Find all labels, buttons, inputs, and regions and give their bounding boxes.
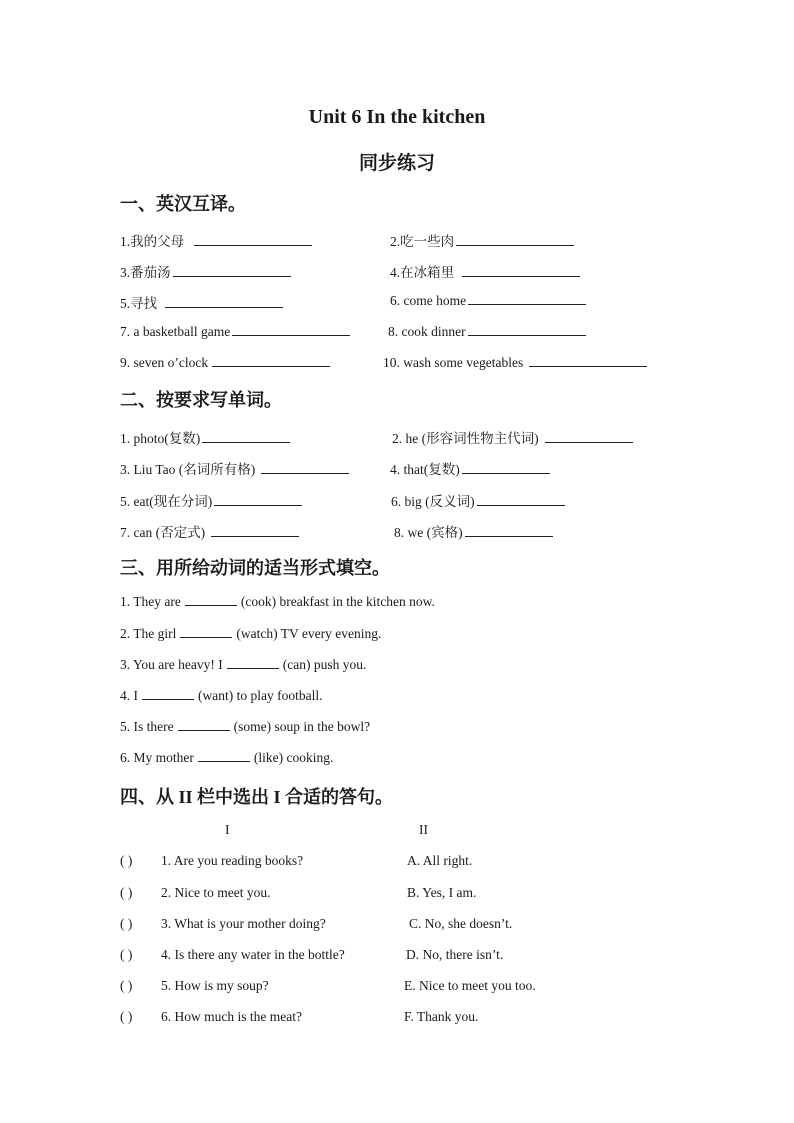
answer-blank[interactable] [142, 687, 194, 700]
s4-question-6: 6. How much is the meat? [161, 1009, 302, 1024]
answer-blank[interactable] [165, 295, 283, 308]
section-heading-3: 三、用所给动词的适当形式填空。 [120, 558, 390, 578]
answer-blank[interactable] [214, 493, 302, 506]
s2-item-7: 7. can (否定式) [120, 521, 299, 541]
s4-question-1: 1. Are you reading books? [161, 853, 304, 868]
s4-answer-f: F. Thank you. [404, 1009, 479, 1024]
answer-blank[interactable] [456, 233, 574, 246]
s2-item-6: 6. big (反义词) [391, 490, 565, 510]
s1-item-5: 5.寻找 [120, 292, 283, 312]
answer-blank[interactable] [198, 749, 250, 762]
answer-blank[interactable] [468, 292, 586, 305]
s4-answer-c: C. No, she doesn’t. [409, 916, 513, 931]
s4-paren-1[interactable]: ( ) [120, 853, 133, 868]
answer-blank[interactable] [211, 524, 299, 537]
s2-item-8: 8. we (宾格) [394, 521, 553, 541]
s3-item-6: 6. My mother (like) cooking. [120, 750, 334, 765]
answer-blank[interactable] [465, 524, 553, 537]
answer-blank[interactable] [173, 264, 291, 277]
s1-item-8: 8. cook dinner [388, 323, 586, 340]
answer-blank[interactable] [212, 354, 330, 367]
s4-question-4: 4. Is there any water in the bottle? [161, 947, 345, 962]
s2-item-5: 5. eat(现在分词) [120, 490, 302, 510]
answer-blank[interactable] [477, 493, 565, 506]
s4-answer-d: D. No, there isn’t. [406, 947, 504, 962]
s1-item-6: 6. come home [390, 292, 586, 309]
s4-paren-6[interactable]: ( ) [120, 1009, 133, 1024]
s4-answer-a: A. All right. [407, 853, 473, 868]
s4-paren-2[interactable]: ( ) [120, 885, 133, 900]
s4-paren-3[interactable]: ( ) [120, 916, 133, 931]
answer-blank[interactable] [261, 461, 349, 474]
s4-answer-b: B. Yes, I am. [407, 885, 477, 900]
s4-answer-e: E. Nice to meet you too. [404, 978, 536, 993]
s4-paren-4[interactable]: ( ) [120, 947, 133, 962]
column-header-ii: II [419, 822, 428, 837]
s4-question-5: 5. How is my soup? [161, 978, 269, 993]
s2-item-3: 3. Liu Tao (名词所有格) [120, 458, 349, 478]
s1-item-9: 9. seven o’clock [120, 354, 330, 371]
answer-blank[interactable] [545, 430, 633, 443]
s3-item-5: 5. Is there (some) soup in the bowl? [120, 719, 371, 734]
answer-blank[interactable] [232, 323, 350, 336]
section-heading-1: 一、英汉互译。 [120, 194, 246, 214]
page-subtitle: 同步练习 [358, 153, 435, 174]
answer-blank[interactable] [178, 718, 230, 731]
s2-item-1: 1. photo(复数) [120, 427, 290, 447]
section-heading-2: 二、按要求写单词。 [120, 390, 282, 410]
s3-item-2: 2. The girl (watch) TV every evening. [120, 626, 382, 641]
s1-item-4: 4.在冰箱里 [390, 261, 580, 281]
answer-blank[interactable] [468, 323, 586, 336]
s3-item-4: 4. I (want) to play football. [120, 688, 323, 703]
answer-blank[interactable] [227, 656, 279, 669]
answer-blank[interactable] [185, 593, 237, 606]
s3-item-1: 1. They are (cook) breakfast in the kitchen now. [120, 594, 435, 609]
s3-item-3: 3. You are heavy! I (can) push you. [120, 657, 367, 672]
answer-blank[interactable] [462, 461, 550, 474]
answer-blank[interactable] [180, 625, 232, 638]
answer-blank[interactable] [529, 354, 647, 367]
s1-item-2: 2.吃一些肉 [390, 230, 574, 250]
s1-item-7: 7. a basketball game [120, 323, 350, 340]
answer-blank[interactable] [202, 430, 290, 443]
s1-item-10: 10. wash some vegetables [383, 354, 647, 371]
s4-paren-5[interactable]: ( ) [120, 978, 133, 993]
s2-item-2: 2. he (形容词性物主代词) [392, 427, 633, 447]
answer-blank[interactable] [462, 264, 580, 277]
s1-item-1: 1.我的父母 [120, 230, 312, 250]
column-header-i: I [225, 822, 230, 837]
s2-item-4: 4. that(复数) [390, 458, 550, 478]
s4-question-2: 2. Nice to meet you. [161, 885, 271, 900]
page-title: Unit 6 In the kitchen [308, 106, 486, 128]
answer-blank[interactable] [194, 233, 312, 246]
s1-item-3: 3.番茄汤 [120, 261, 291, 281]
section-heading-4: 四、从 II 栏中选出 I 合适的答句。 [120, 787, 394, 807]
s4-question-3: 3. What is your mother doing? [161, 916, 326, 931]
